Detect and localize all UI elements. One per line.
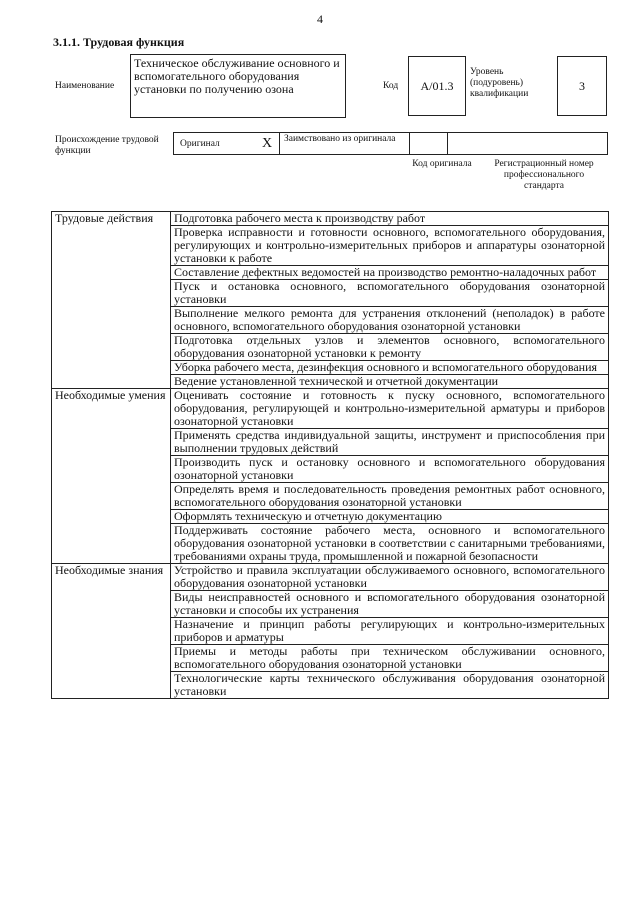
category-cell: Трудовые действия: [52, 212, 171, 389]
function-name-value: Техническое обслуживание основного и вспомогательного оборудования установки по получению озона: [134, 56, 340, 96]
borrowed-cell: [280, 133, 410, 154]
original-mark: X: [262, 136, 273, 151]
reg-number-caption: Регистрационный номер профессионального стандарта: [494, 159, 594, 191]
name-label: Наименование: [55, 81, 115, 91]
table-cell: Оценивать состояние и готовность к пуску основного, вспомогательного оборудования, регулирующей и контрольно-измерительной арматуры и приборов озонаторной установки: [171, 389, 609, 429]
code-label: Код: [383, 81, 399, 91]
code-value: A/01.3: [420, 78, 454, 93]
table-cell: Поддерживать состояние рабочего места, основного и вспомогательного оборудования озонаторной установки в соответствии с санитарными требованиями, требованиями охраны труда, промышленной и пожарной безопасности: [171, 524, 609, 564]
table-cell: Проверка исправности и готовности основного, вспомогательного оборудования, регулирующих и контрольно-измерительных приборов и аппаратуры озонаторной установки к работе: [171, 226, 609, 266]
category-cell: Необходимые умения: [52, 389, 171, 564]
function-name-box: [130, 54, 346, 118]
table-cell: Применять средства индивидуальной защиты, инструмент и приспособления при выполнении трудовых действий: [171, 429, 609, 456]
table-cell: Подготовка отдельных узлов и элементов основного, вспомогательного оборудования озонаторной установки к ремонту: [171, 334, 609, 361]
table-cell: Производить пуск и остановку основного и вспомогательного оборудования озонаторной установки: [171, 456, 609, 483]
level-value: 3: [579, 78, 585, 93]
table-cell: Подготовка рабочего места к производству работ: [171, 212, 609, 226]
table-cell: Определять время и последовательность проведения ремонтных работ основного, вспомогательного оборудования озонаторной установки: [171, 483, 609, 510]
origin-row: [173, 132, 608, 155]
borrowed-label: Заимствовано из оригинала: [284, 134, 396, 144]
level-label: Уровень (подуровень) квалификации: [470, 67, 529, 99]
table-cell: Назначение и принцип работы регулирующих и контрольно-измерительных приборов и арматуры: [171, 618, 609, 645]
page-number: 4: [317, 12, 323, 26]
table-cell: Пуск и остановка основного, вспомогательного оборудования озонаторной установки: [171, 280, 609, 307]
table-cell: Выполнение мелкого ремонта для устранения отклонений (неполадок) в работе основного, вспомогательного оборудования озонаторной установки: [171, 307, 609, 334]
code-original-cell: [410, 133, 448, 154]
table-row: [52, 389, 609, 429]
function-table: [51, 211, 609, 699]
section-title: 3.1.1. Трудовая функция: [53, 35, 185, 49]
table-cell: Оформлять техническую и отчетную документацию: [171, 510, 609, 524]
table-cell: Виды неисправностей основного и вспомогательного оборудования озонаторной установки и способы их устранения: [171, 591, 609, 618]
level-box: [557, 56, 607, 116]
table-row: [52, 212, 609, 226]
reg-number-cell: [448, 133, 607, 154]
code-box: [408, 56, 466, 116]
table-cell: Уборка рабочего места, дезинфекция основного и вспомогательного оборудования: [171, 361, 609, 375]
table-cell: Ведение установленной технической и отчетной документации: [171, 375, 609, 389]
category-cell: Необходимые знания: [52, 564, 171, 699]
table-cell: Устройство и правила эксплуатации обслуживаемого основного, вспомогательного оборудования озонаторной установки: [171, 564, 609, 591]
original-cell: [174, 133, 280, 154]
code-original-caption: Код оригинала: [412, 159, 472, 169]
table-row: [52, 564, 609, 591]
original-label: Оригинал: [180, 139, 220, 149]
table-cell: Технологические карты технического обслуживания оборудования озонаторной установки: [171, 672, 609, 699]
table-cell: Приемы и методы работы при техническом обслуживании основного, вспомогательного оборудования озонаторной установки: [171, 645, 609, 672]
table-cell: Составление дефектных ведомостей на производство ремонтно-наладочных работ: [171, 266, 609, 280]
origin-label: Происхождение трудовой функции: [55, 135, 159, 156]
